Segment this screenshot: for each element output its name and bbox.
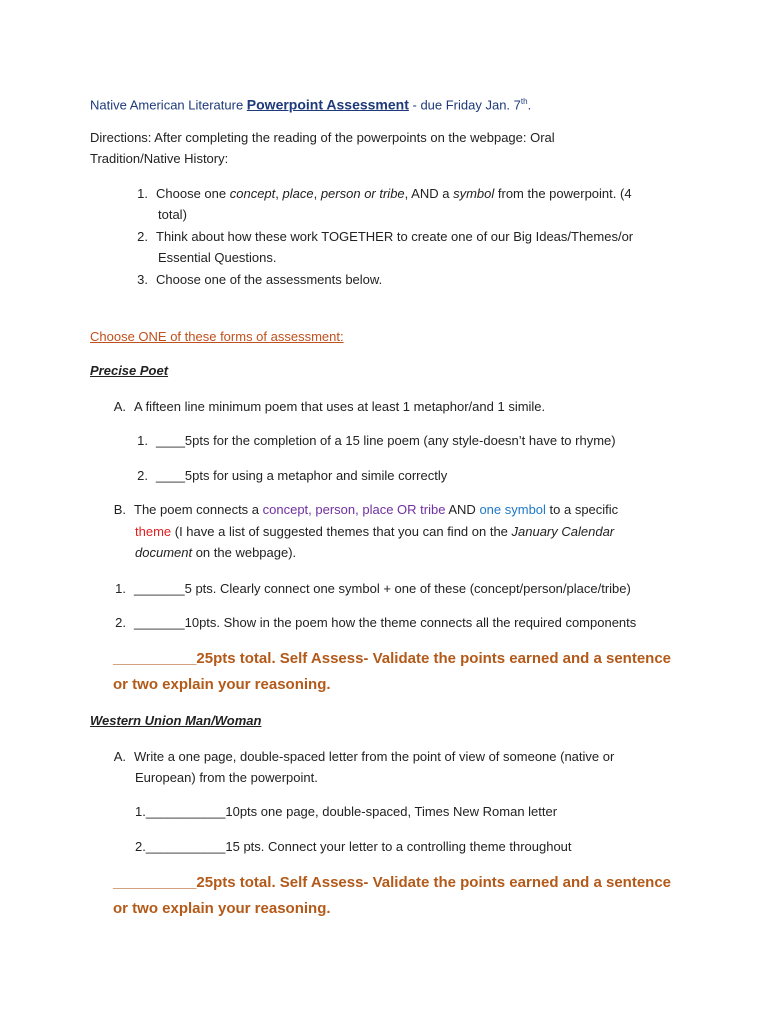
title-assessment: Powerpoint Assessment: [246, 96, 409, 113]
item-text: AND: [445, 502, 480, 517]
directions-item-1-cont: total): [158, 207, 187, 222]
item-person: person or tribe: [320, 186, 405, 201]
list-letter: B.: [113, 502, 126, 517]
list-number: 2.: [137, 229, 148, 244]
list-letter: A.: [113, 399, 126, 414]
item-text: The poem connects a: [134, 502, 263, 517]
poet-total-line-1: __________25pts total. Self Assess- Validate the points earned and a sentence: [113, 650, 672, 667]
item-symbol-blue: one symbol: [479, 502, 546, 517]
item-concept-purple: concept, person, place OR tribe: [262, 502, 446, 517]
item-text: from the powerpoint. (4: [494, 186, 632, 201]
item-document: document: [135, 545, 193, 560]
list-number: 2.: [137, 468, 148, 483]
western-item-1: 1.___________10pts one page, double-spaced, Times New Roman letter: [135, 804, 558, 819]
western-total-line-2: or two explain your reasoning.: [113, 900, 331, 917]
list-number: 2.: [115, 615, 126, 630]
list-number: 3.: [137, 272, 148, 287]
list-letter: A.: [113, 749, 126, 764]
choose-assessment-heading: Choose ONE of these forms of assessment:: [90, 329, 344, 344]
title-prefix: Native American Literature: [90, 97, 247, 113]
poet-b-item-1: [108, 578, 631, 599]
item-place: place: [282, 186, 314, 201]
directions-item-2: [130, 226, 633, 247]
list-number: 1.: [137, 186, 148, 201]
western-union-heading: Western Union Man/Woman: [90, 713, 262, 728]
title-sup: th: [520, 97, 528, 106]
directions-line-2: Tradition/Native History:: [90, 151, 229, 166]
western-total-line-1: __________25pts total. Self Assess- Validate the points earned and a sentence: [113, 874, 672, 891]
item-theme-red: theme: [135, 524, 172, 539]
poet-a-item-2: [130, 465, 447, 486]
document-title-line: [90, 91, 531, 115]
item-text: Choose one: [156, 186, 230, 201]
poet-item-a: [108, 396, 545, 417]
item-text: ____5pts for the completion of a 15 line poem (any style-doesn’t have to rhyme): [156, 433, 616, 448]
directions-line-1: Directions: After completing the reading of the powerpoints on the webpage: Oral: [90, 130, 555, 145]
item-text: _______10pts. Show in the poem how the theme connects all the required components: [134, 615, 637, 630]
poet-item-b-cont-2: [135, 542, 296, 563]
item-text: Think about how these work TOGETHER to create one of our Big Ideas/Themes/or: [156, 229, 634, 244]
poet-item-b: [108, 499, 618, 520]
poet-a-item-1: [130, 430, 616, 451]
item-calendar: January Calendar: [511, 524, 615, 539]
item-text: , AND a: [404, 186, 454, 201]
western-item-a: [108, 746, 614, 767]
item-text: ____5pts for using a metaphor and simile correctly: [156, 468, 448, 483]
item-concept: concept: [229, 186, 276, 201]
item-sep: ,: [275, 186, 283, 201]
directions-item-1: [130, 183, 632, 204]
list-number: 1.: [115, 581, 126, 596]
item-text: on the webpage).: [192, 545, 297, 560]
directions-item-3: [130, 269, 382, 290]
title-due-date: - due Friday Jan. 7: [408, 97, 521, 113]
item-text: Choose one of the assessments below.: [156, 272, 383, 287]
item-symbol: symbol: [453, 186, 495, 201]
title-period: .: [527, 97, 532, 113]
precise-poet-heading: Precise Poet: [90, 363, 169, 378]
item-text: _______5 pts. Clearly connect one symbol + one of these (concept/person/place/tribe): [134, 581, 631, 596]
item-text: Write a one page, double-spaced letter from the point of view of someone (native or: [134, 749, 615, 764]
item-text: to a specific: [545, 502, 619, 517]
poet-item-b-cont-1: [135, 521, 614, 542]
list-number: 1.: [137, 433, 148, 448]
item-text: A fifteen line minimum poem that uses at least 1 metaphor/and 1 simile.: [134, 399, 546, 414]
poet-total-line-2: or two explain your reasoning.: [113, 676, 331, 693]
item-text: (I have a list of suggested themes that you can find on the: [171, 524, 512, 539]
western-item-a-cont: European) from the powerpoint.: [135, 770, 318, 785]
item-sep: ,: [313, 186, 321, 201]
poet-b-item-2: [108, 612, 636, 633]
western-item-2: 2.___________15 pts. Connect your letter to a controlling theme throughout: [135, 839, 572, 854]
directions-item-2-cont: Essential Questions.: [158, 250, 277, 265]
